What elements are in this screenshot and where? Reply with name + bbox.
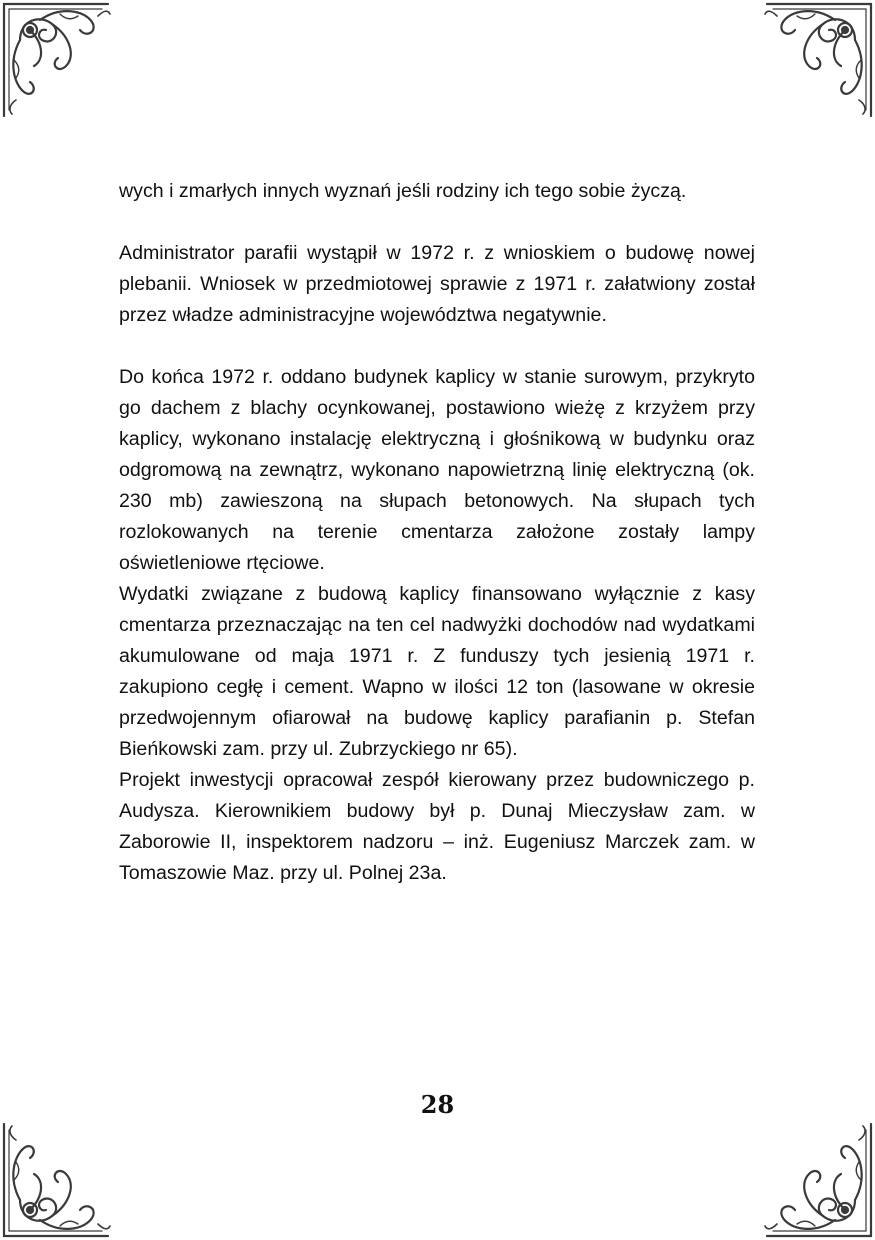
ornament-icon [0, 1120, 112, 1240]
page-number: 28 [420, 1090, 455, 1119]
ornament-icon [763, 0, 875, 120]
paragraph: Projekt inwestycji opracował zespół kierowany przez budowniczego p. Audysza. Kierownikiem budowy był p. Dunaj Mieczysław zam. w Zaborowie II, inspektorem nadzoru – inż. Eugeniusz Marczek zam. w Tomaszowie Maz. przy ul. Polnej 23a. [119, 769, 755, 884]
corner-ornament-top-left [0, 0, 112, 120]
corner-ornament-top-right [763, 0, 875, 120]
paragraph: Do końca 1972 r. oddano budynek kaplicy w stanie surowym, przykryto go dachem z blachy ocynkowanej, postawiono wieżę z krzyżem przy kaplicy, wykonano instalację elektryczną i głośnikową w budynku oraz odgromową na zewnątrz, wykonano napowietrzną linię elektryczną (ok. 230 mb) zawieszoną na słupach betonowych. Na słupach tych rozlokowanych na terenie cmentarza założone zostały lampy oświetleniowe rtęciowe. [119, 366, 755, 574]
paragraph: wych i zmarłych innych wyznań jeśli rodziny ich tego sobie życzą. [119, 180, 687, 202]
paragraph: Administrator parafii wystąpił w 1972 r. z wnioskiem o budowę nowej plebanii. Wniosek w przedmiotowej sprawie z 1971 r. załatwiony został przez władze administracyjne województwa negatywnie. [119, 242, 755, 326]
paragraph: Wydatki związane z budową kaplicy finansowano wyłącznie z kasy cmentarza przeznaczając na ten cel nadwyżki dochodów nad wydatkami akumulowane od maja 1971 r. Z funduszy tych jesienią 1971 r. zakupiono cegłę i cement. Wapno w ilości 12 ton (lasowane w okresie przedwojennym ofiarował na budowę kaplicy parafianin p. Stefan Bieńkowski zam. przy ul. Zubrzyckiego nr 65). [119, 583, 755, 760]
ornament-icon [0, 0, 112, 120]
corner-ornament-bottom-right [763, 1120, 875, 1240]
body-text [119, 176, 755, 889]
ornament-icon [763, 1120, 875, 1240]
corner-ornament-bottom-left [0, 1120, 112, 1240]
